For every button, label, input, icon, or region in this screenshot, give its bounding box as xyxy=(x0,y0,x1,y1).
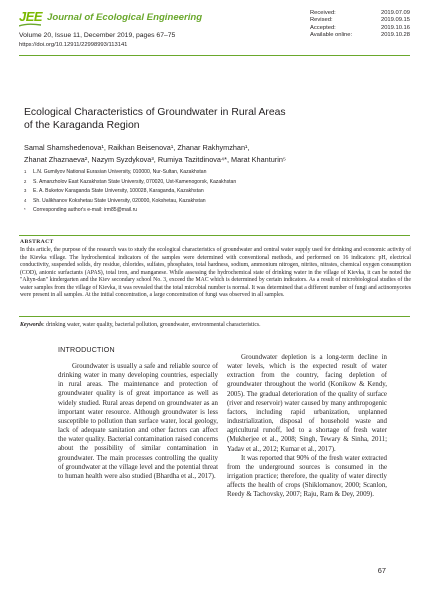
intro-paragraph-2: Groundwater depletion is a long-term decline in water levels, which is the expected result of water extraction from the country, facing depletion of groundwater throughout the world (Konikow & Kendy, 2005). The gradual deterioration of the quality of surface (river and reservoir) water caused by many anthropogenic factors, including rapid urbanization, unplanned industrialization, disposal of household waste and agricultural runoff, led to a shortage of fresh water (Mukherjee et al., 2008; Singh, Tewary & Sinha, 2011; Yadav et al., 2012; Kumar et al., 2017). xyxy=(227,354,387,453)
logo-swoosh-icon xyxy=(19,23,41,28)
affiliation-2: 2 S. Amanzholov East Kazakhstan State University, 070020, Ust-Kamenogorsk, Kazakhstan xyxy=(24,178,237,185)
title-line-2: of the Karaganda Region xyxy=(24,120,140,131)
date-revised: Revised: 2019.09.15 xyxy=(310,17,410,24)
right-column xyxy=(227,353,387,500)
keywords: Keywords: drinking water, water quality, bacterial pollution, groundwater, environmental characteristics. xyxy=(20,322,261,328)
article-title xyxy=(24,106,364,132)
keywords-text: drinking water, water quality, bacterial pollution, groundwater, environmental characteristics. xyxy=(46,322,261,328)
authors-line-2: Zhanat Zhaznaeva², Nazym Syzdykova³, Rumiya Tazitdinova⁴*, Marat Khanturin⁵ xyxy=(24,154,286,164)
title-line-1: Ecological Characteristics of Groundwater in Rural Areas xyxy=(24,107,286,118)
journal-logo xyxy=(19,10,43,28)
affiliation-3: 3 E. A. Buketov Karaganda State University, 100028, Karaganda, Kazakhstan xyxy=(24,188,204,195)
affiliations xyxy=(24,168,404,216)
logo-text: JEE xyxy=(19,9,43,24)
abstract-bottom-divider xyxy=(19,316,410,317)
corresponding-author[interactable]: * Corresponding author's e-mail: irm85@mail.ru xyxy=(24,207,138,214)
date-received: Received: 2019.07.09 xyxy=(310,10,410,16)
article-dates xyxy=(310,10,410,40)
keywords-label: Keywords xyxy=(20,322,43,328)
header-divider xyxy=(19,55,410,56)
affiliation-1: 1 L.N. Gumilyov National Eurasian University, 010000, Nur-Sultan, Kazakhstan xyxy=(24,169,207,175)
intro-paragraph-3: It was reported that 90% of the fresh water extracted from the underground sources is consumed in the irrigation practice; therefore, the quality of water directly affects the health of crops (Shiklomanov, 2000; Scanlon, Reedy & Tachovsky, 2007; Raju, Ram & Dey, 2009). xyxy=(227,454,387,499)
introduction-heading: INTRODUCTION xyxy=(58,346,115,354)
volume-info: Volume 20, Issue 11, December 2019, pages 67–75 xyxy=(19,32,176,39)
intro-paragraph-1: Groundwater is usually a safe and reliable source of drinking water in many developing countries, especially in rural areas. The maintenance and protection of groundwater quality is of great importance as well as widely studied. Rural areas depend on groundwater as an important water resource. Although groundwater is less susceptible to pollution than surface water, local geology, lack of adequate sanitation and other factors can affect the water quality. Bacterial contamination raised concerns about the possibility of similar contamination in groundwater. The main processes controlling the quality of groundwater at the village level and the potential threat to human health were also studied (Bhardha et al., 2017). xyxy=(58,363,218,480)
abstract-top-divider xyxy=(19,235,410,236)
page-number: 67 xyxy=(377,566,386,575)
abstract-text: In this article, the purpose of the research was to study the ecological characteristics of groundwater and central water supply used for drinking and economic activity of the Kievka village. The hydrochemical indicators of the samples were determined with conventional methods, and performed on 16 indicators: pH, electrical conductivity, suspended solids, dry residue, chlorides, sulfates, phosphates, total hardness, sodium, ammonium nitrogen, nitrites, nitrates, chemical oxygen consumption (COD), anionic surfactants (APAS), total iron, and manganese. While assessing the hydrochemical state of drinking water in the village of Kievka, it can be noted the "Altyn-dan" kindergarten and the Kiev secondary school No. 3, exceed the MAC which is determined by certain indicators. As a result of microbiological studies of the water samples from the village of Kievka, it was revealed that the total microbial number is normal. It was determined that a different number of fungi and actinomycetes were present in all samples. At the initial concentration, a large concentration of fungi was observed in all samples. xyxy=(20,247,411,299)
abstract-heading: ABSTRACT xyxy=(20,239,54,245)
author-list xyxy=(24,142,404,165)
date-available-online: Available online: 2019.10.28 xyxy=(310,32,410,39)
left-column xyxy=(58,362,218,481)
date-accepted: Accepted: 2019.10.16 xyxy=(310,24,410,31)
affiliation-4: 4 Sh. Ualikhanov Kokshetau State University, 020000, Kokshetau, Kazakhstan xyxy=(24,197,206,204)
authors-line-1: Samal Shamshedenova¹, Raikhan Beisenova¹, Zhanar Rakhymzhan¹, xyxy=(24,143,250,152)
doi-link[interactable]: https://doi.org/10.12911/22998993/113141 xyxy=(19,42,128,48)
journal-name[interactable]: Journal of Ecological Engineering xyxy=(47,12,203,23)
